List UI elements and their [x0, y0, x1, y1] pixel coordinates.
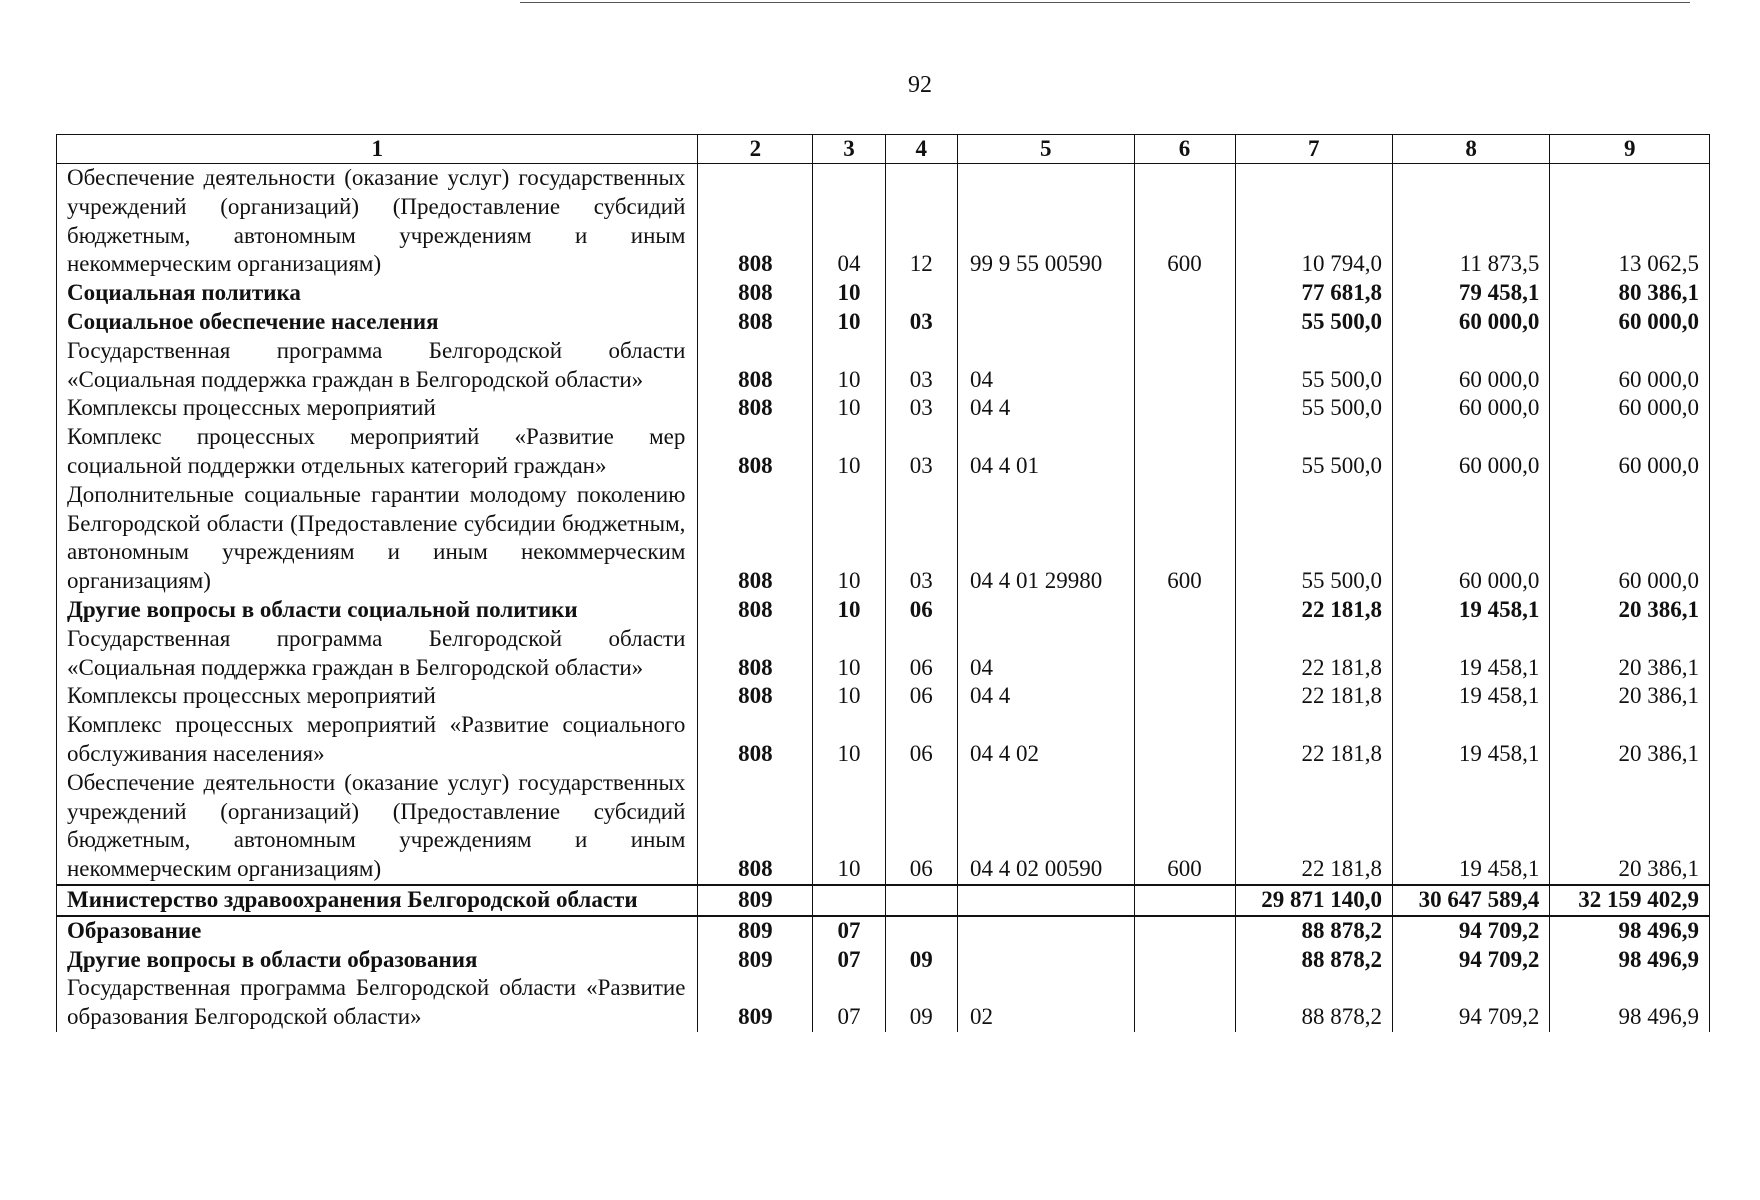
section-code: 10 [813, 682, 885, 711]
section-code: 10 [813, 711, 885, 769]
amount-year-3: 20 386,1 [1550, 711, 1710, 769]
row-name: Комплексы процессных мероприятий [57, 394, 698, 423]
expense-type-code [1134, 711, 1235, 769]
section-code: 10 [813, 308, 885, 337]
row-name: Образование [57, 916, 698, 946]
amount-year-2: 11 873,5 [1392, 164, 1549, 280]
subsection-code: 06 [885, 769, 957, 885]
subsection-code: 09 [885, 974, 957, 1032]
section-code: 10 [813, 769, 885, 885]
amount-year-1: 88 878,2 [1235, 974, 1392, 1032]
section-code: 07 [813, 974, 885, 1032]
amount-year-1: 55 500,0 [1235, 481, 1392, 596]
expense-type-code [1134, 279, 1235, 308]
target-article-code [957, 279, 1134, 308]
row-name: Обеспечение деятельности (оказание услуг) государственных учреждений (организаций) (Предоставление субсидий бюджетным, автономным учреждениям и иным некоммерческим организациям) [57, 164, 698, 280]
target-article-code: 04 4 02 00590 [957, 769, 1134, 885]
page-number: 92 [908, 72, 932, 98]
ministry-code: 808 [698, 711, 813, 769]
column-header-6: 6 [1134, 135, 1235, 164]
table-row [57, 711, 1710, 769]
amount-year-1: 88 878,2 [1235, 916, 1392, 946]
amount-year-1: 22 181,8 [1235, 769, 1392, 885]
amount-year-3: 20 386,1 [1550, 625, 1710, 683]
amount-year-2: 19 458,1 [1392, 711, 1549, 769]
amount-year-1: 29 871 140,0 [1235, 885, 1392, 916]
expense-type-code [1134, 946, 1235, 975]
ministry-code: 809 [698, 916, 813, 946]
row-name: Министерство здравоохранения Белгородской области [57, 885, 698, 916]
amount-year-2: 60 000,0 [1392, 308, 1549, 337]
ministry-code: 808 [698, 279, 813, 308]
amount-year-2: 60 000,0 [1392, 337, 1549, 395]
subsection-code: 09 [885, 946, 957, 975]
subsection-code: 03 [885, 481, 957, 596]
amount-year-1: 55 500,0 [1235, 423, 1392, 481]
amount-year-3: 98 496,9 [1550, 916, 1710, 946]
target-article-code [957, 308, 1134, 337]
column-header-8: 8 [1392, 135, 1549, 164]
subsection-code: 06 [885, 711, 957, 769]
amount-year-3: 13 062,5 [1550, 164, 1710, 280]
expense-type-code [1134, 974, 1235, 1032]
amount-year-3: 60 000,0 [1550, 423, 1710, 481]
table-row [57, 682, 1710, 711]
subsection-code [885, 916, 957, 946]
table-header [57, 135, 1710, 164]
amount-year-2: 94 709,2 [1392, 974, 1549, 1032]
table-row [57, 596, 1710, 625]
row-name: Государственная программа Белгородской области «Социальная поддержка граждан в Белгородской области» [57, 337, 698, 395]
row-name: Дополнительные социальные гарантии молодому поколению Белгородской области (Предоставление субсидии бюджетным, автономным учреждениям и иным некоммерческим организациям) [57, 481, 698, 596]
table-body [57, 164, 1710, 1032]
section-code: 07 [813, 916, 885, 946]
section-code: 10 [813, 596, 885, 625]
expense-type-code [1134, 423, 1235, 481]
amount-year-2: 94 709,2 [1392, 946, 1549, 975]
amount-year-3: 60 000,0 [1550, 481, 1710, 596]
amount-year-1: 55 500,0 [1235, 308, 1392, 337]
amount-year-3: 60 000,0 [1550, 337, 1710, 395]
section-code: 10 [813, 423, 885, 481]
amount-year-2: 19 458,1 [1392, 596, 1549, 625]
amount-year-3: 20 386,1 [1550, 769, 1710, 885]
target-article-code [957, 916, 1134, 946]
expense-type-code [1134, 916, 1235, 946]
section-code: 10 [813, 394, 885, 423]
section-code: 04 [813, 164, 885, 280]
ministry-code: 808 [698, 625, 813, 683]
table-row [57, 885, 1710, 916]
target-article-code: 04 4 [957, 394, 1134, 423]
target-article-code: 04 [957, 625, 1134, 683]
expense-type-code [1134, 682, 1235, 711]
column-header-4: 4 [885, 135, 957, 164]
subsection-code: 06 [885, 682, 957, 711]
table-row [57, 308, 1710, 337]
section-code: 10 [813, 279, 885, 308]
amount-year-3: 20 386,1 [1550, 596, 1710, 625]
amount-year-1: 55 500,0 [1235, 337, 1392, 395]
table-row [57, 769, 1710, 885]
column-header-9: 9 [1550, 135, 1710, 164]
budget-table [56, 134, 1710, 1032]
section-code: 10 [813, 337, 885, 395]
expense-type-code [1134, 885, 1235, 916]
expense-type-code [1134, 308, 1235, 337]
ministry-code: 808 [698, 394, 813, 423]
subsection-code: 06 [885, 625, 957, 683]
table-row [57, 625, 1710, 683]
target-article-code: 99 9 55 00590 [957, 164, 1134, 280]
table-row [57, 394, 1710, 423]
row-name: Государственная программа Белгородской области «Социальная поддержка граждан в Белгородской области» [57, 625, 698, 683]
target-article-code [957, 885, 1134, 916]
row-name: Другие вопросы в области образования [57, 946, 698, 975]
expense-type-code [1134, 394, 1235, 423]
ministry-code: 809 [698, 974, 813, 1032]
row-name: Государственная программа Белгородской области «Развитие образования Белгородской области» [57, 974, 698, 1032]
row-name: Обеспечение деятельности (оказание услуг) государственных учреждений (организаций) (Предоставление субсидий бюджетным, автономным учреждениям и иным некоммерческим организациям) [57, 769, 698, 885]
expense-type-code [1134, 337, 1235, 395]
amount-year-3: 80 386,1 [1550, 279, 1710, 308]
amount-year-2: 60 000,0 [1392, 481, 1549, 596]
amount-year-2: 94 709,2 [1392, 916, 1549, 946]
table-row [57, 946, 1710, 975]
scan-artifact-line [520, 2, 1690, 3]
ministry-code: 808 [698, 337, 813, 395]
row-name: Социальная политика [57, 279, 698, 308]
target-article-code: 04 4 02 [957, 711, 1134, 769]
section-code: 10 [813, 481, 885, 596]
section-code: 10 [813, 625, 885, 683]
row-name: Комплекс процессных мероприятий «Развитие социального обслуживания населения» [57, 711, 698, 769]
amount-year-2: 79 458,1 [1392, 279, 1549, 308]
ministry-code: 808 [698, 308, 813, 337]
column-header-1: 1 [57, 135, 698, 164]
ministry-code: 809 [698, 946, 813, 975]
target-article-code: 02 [957, 974, 1134, 1032]
row-name: Комплексы процессных мероприятий [57, 682, 698, 711]
table-row [57, 279, 1710, 308]
amount-year-1: 55 500,0 [1235, 394, 1392, 423]
amount-year-2: 60 000,0 [1392, 423, 1549, 481]
table-row [57, 337, 1710, 395]
subsection-code: 03 [885, 337, 957, 395]
expense-type-code: 600 [1134, 164, 1235, 280]
subsection-code: 03 [885, 423, 957, 481]
amount-year-2: 30 647 589,4 [1392, 885, 1549, 916]
amount-year-1: 22 181,8 [1235, 682, 1392, 711]
target-article-code: 04 [957, 337, 1134, 395]
amount-year-1: 22 181,8 [1235, 596, 1392, 625]
target-article-code [957, 946, 1134, 975]
amount-year-1: 88 878,2 [1235, 946, 1392, 975]
amount-year-2: 19 458,1 [1392, 625, 1549, 683]
table-row [57, 164, 1710, 280]
amount-year-2: 60 000,0 [1392, 394, 1549, 423]
table-row [57, 974, 1710, 1032]
row-name: Социальное обеспечение населения [57, 308, 698, 337]
amount-year-1: 10 794,0 [1235, 164, 1392, 280]
amount-year-2: 19 458,1 [1392, 769, 1549, 885]
target-article-code: 04 4 01 [957, 423, 1134, 481]
section-code: 07 [813, 946, 885, 975]
amount-year-3: 20 386,1 [1550, 682, 1710, 711]
table-row [57, 481, 1710, 596]
expense-type-code [1134, 596, 1235, 625]
amount-year-1: 77 681,8 [1235, 279, 1392, 308]
table-row [57, 423, 1710, 481]
subsection-code: 12 [885, 164, 957, 280]
amount-year-3: 32 159 402,9 [1550, 885, 1710, 916]
subsection-code: 03 [885, 394, 957, 423]
amount-year-3: 60 000,0 [1550, 394, 1710, 423]
amount-year-2: 19 458,1 [1392, 682, 1549, 711]
subsection-code [885, 279, 957, 308]
ministry-code: 809 [698, 885, 813, 916]
table-row [57, 916, 1710, 946]
amount-year-1: 22 181,8 [1235, 711, 1392, 769]
amount-year-3: 60 000,0 [1550, 308, 1710, 337]
subsection-code: 06 [885, 596, 957, 625]
amount-year-3: 98 496,9 [1550, 946, 1710, 975]
amount-year-1: 22 181,8 [1235, 625, 1392, 683]
ministry-code: 808 [698, 682, 813, 711]
ministry-code: 808 [698, 769, 813, 885]
ministry-code: 808 [698, 423, 813, 481]
ministry-code: 808 [698, 164, 813, 280]
column-header-2: 2 [698, 135, 813, 164]
column-header-7: 7 [1235, 135, 1392, 164]
column-header-5: 5 [957, 135, 1134, 164]
expense-type-code: 600 [1134, 481, 1235, 596]
ministry-code: 808 [698, 596, 813, 625]
section-code [813, 885, 885, 916]
target-article-code: 04 4 [957, 682, 1134, 711]
target-article-code: 04 4 01 29980 [957, 481, 1134, 596]
subsection-code [885, 885, 957, 916]
expense-type-code [1134, 625, 1235, 683]
column-header-3: 3 [813, 135, 885, 164]
subsection-code: 03 [885, 308, 957, 337]
row-name: Другие вопросы в области социальной политики [57, 596, 698, 625]
row-name: Комплекс процессных мероприятий «Развитие мер социальной поддержки отдельных категорий граждан» [57, 423, 698, 481]
amount-year-3: 98 496,9 [1550, 974, 1710, 1032]
ministry-code: 808 [698, 481, 813, 596]
target-article-code [957, 596, 1134, 625]
expense-type-code: 600 [1134, 769, 1235, 885]
